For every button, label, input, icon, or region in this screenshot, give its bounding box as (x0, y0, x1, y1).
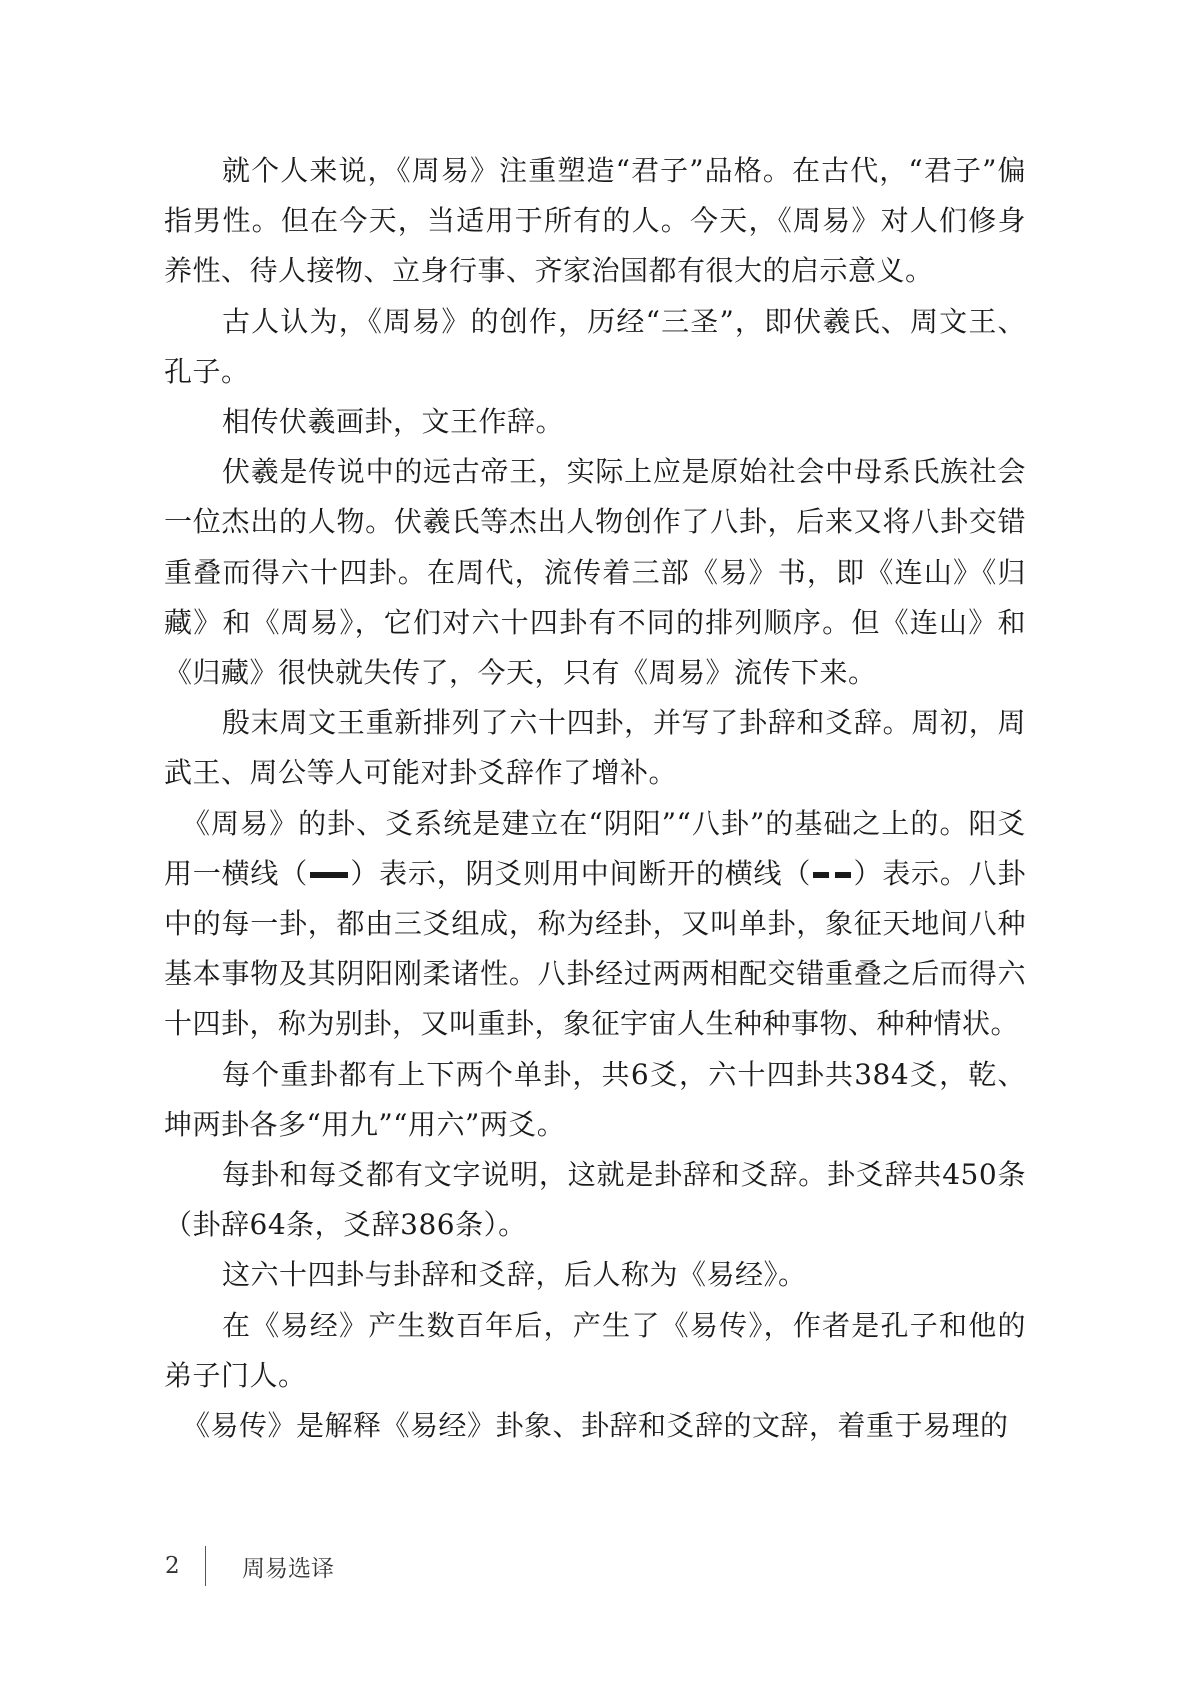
paragraph-yin-yang-lines (164, 799, 1026, 1050)
footer-divider (205, 1546, 206, 1586)
paragraph-fuxi-wenwang: 相传伏羲画卦，文王作辞。 (222, 405, 565, 439)
paragraph-yizhuan-explained: 《易传》是解释《易经》卦象、卦辞和爻辞的文辞，着重于易理的 (182, 1409, 1009, 1443)
paragraph-junzi: 就个人来说，《周易》注重塑造“君子”品格。在古代，“君子”偏指男性。但在今天，当适用于所有的人。今天，《周易》对人们修身养性、待人接物、立身行事、齐家治国都有很大的启示意义。 (164, 154, 1026, 288)
yang-line-icon (310, 872, 348, 878)
yao-text-2: ）表示，阴爻则用中间断开的横线（ (350, 856, 812, 890)
paragraph-fuxi: 伏羲是传说中的远古帝王，实际上应是原始社会中母系氏族社会一位杰出的人物。伏羲氏等杰出人物创作了八卦，后来又将八卦交错重叠而得六十四卦。在周代，流传着三部《易》书，即《连山》《归藏》和《周易》，它们对六十四卦有不同的排列顺序。但《连山》和《归藏》很快就失传了，今天，只有《周易》流传下来。 (164, 455, 1026, 690)
paragraph-yizhuan: 在《易经》产生数百年后，产生了《易传》，作者是孔子和他的弟子门人。 (164, 1308, 1026, 1392)
page-number: 2 (165, 1553, 180, 1579)
paragraph-king-wen: 殷末周文王重新排列了六十四卦，并写了卦辞和爻辞。周初，周武王、周公等人可能对卦爻辞作了增补。 (164, 706, 1026, 790)
body-text (164, 146, 1026, 1451)
yao-text-1: 《周易》的卦、爻系统是建立在“阴阳”“八卦”的基础之上的。阳爻用一横线（ (164, 806, 1026, 890)
yin-line-icon (813, 872, 851, 878)
yao-text-3: ）表示。八卦中的每一卦，都由三爻组成，称为经卦，又叫单卦，象征天地间八种基本事物及其阴阳刚柔诸性。八卦经过两两相配交错重叠之后而得六十四卦，称为别卦，又叫重卦，象征宇宙人生种种事物、种种情状。 (164, 856, 1026, 1041)
paragraph-yijing: 这六十四卦与卦辞和爻辞，后人称为《易经》。 (222, 1258, 807, 1292)
page-footer (165, 1546, 334, 1586)
paragraph-statements: 每卦和每爻都有文字说明，这就是卦辞和爻辞。卦爻辞共450条（卦辞64条，爻辞386条）。 (164, 1158, 1026, 1242)
paragraph-hexagram-count: 每个重卦都有上下两个单卦，共6爻，六十四卦共384爻，乾、坤两卦各多“用九”“用六”两爻。 (164, 1057, 1026, 1141)
book-title: 周易选译 (242, 1555, 334, 1582)
paragraph-three-sages: 古人认为，《周易》的创作，历经“三圣”，即伏羲氏、周文王、孔子。 (164, 304, 1026, 388)
